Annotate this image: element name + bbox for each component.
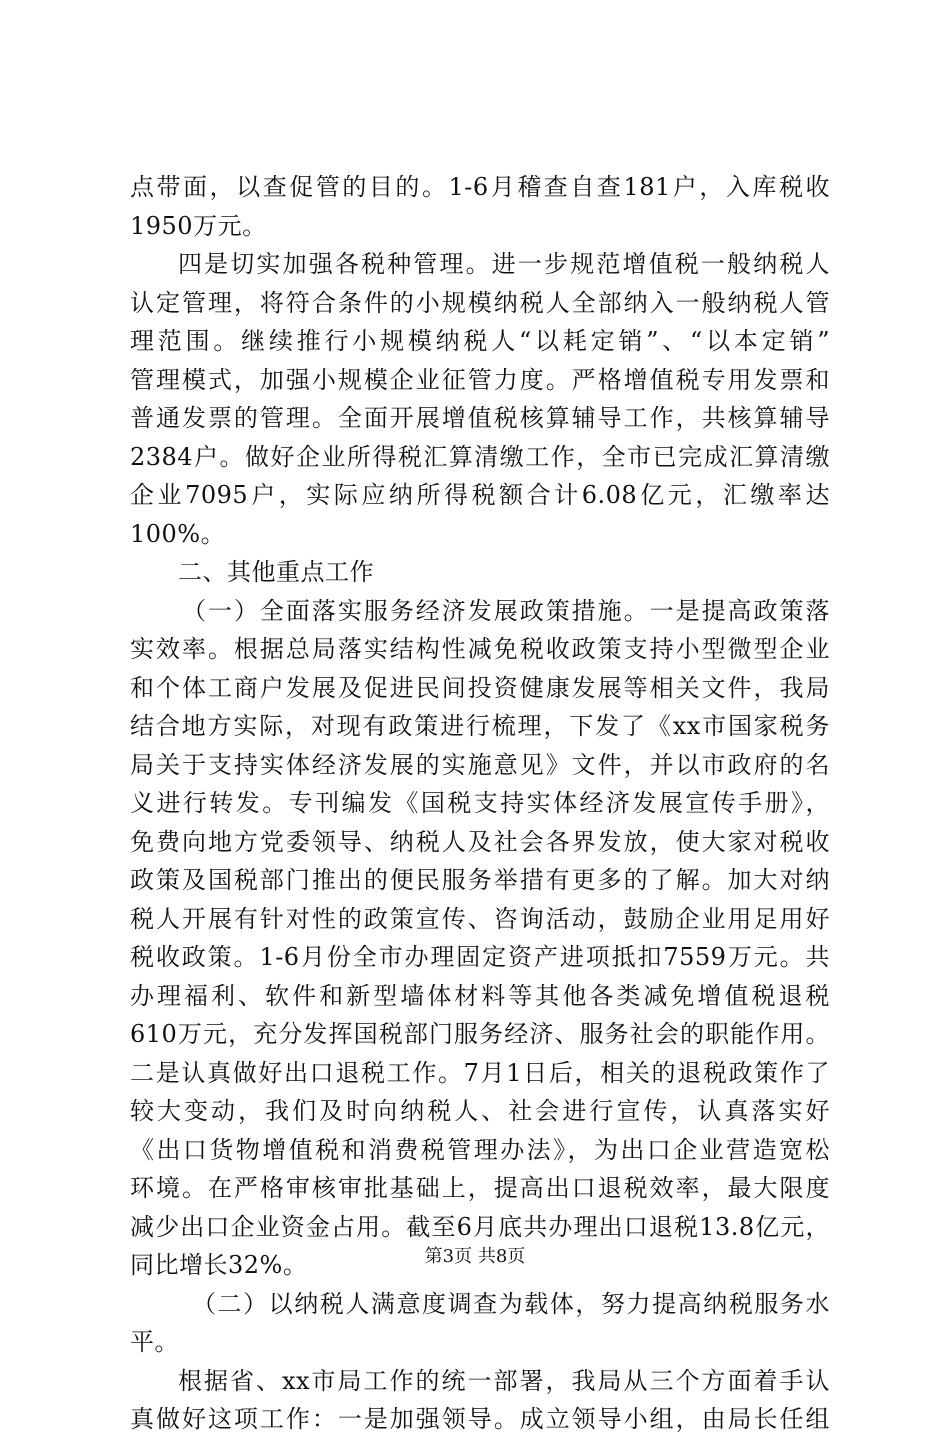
- paragraph-start-line: （二）以纳税人满意度调查为载体，努力提高纳税服务水: [192, 1289, 830, 1318]
- text-line: 1950万元。: [130, 211, 267, 240]
- text-line: 平。: [130, 1328, 179, 1356]
- text-line: 义进行转发。专刊编发《国税支持实体经济发展宣传手册》，: [130, 789, 830, 817]
- text-line: 税人开展有针对性的政策宣传、咨询活动，鼓励企业用足用好: [130, 904, 830, 933]
- text-line: 免费向地方党委领导、纳税人及社会各界发放，使大家对税收: [130, 827, 830, 856]
- text-line: 2384户。做好企业所得税汇算清缴工作，全市已完成汇算清缴: [130, 442, 830, 471]
- page-number-footer: 第3页 共8页: [424, 1246, 526, 1267]
- text-line: 政策及国税部门推出的便民服务举措有更多的了解。加大对纳: [130, 866, 830, 894]
- text-line: 认定管理，将符合条件的小规模纳税人全部纳入一般纳税人管: [130, 288, 830, 317]
- text-line: 管理模式，加强小规模企业征管力度。严格增值税专用发票和: [130, 365, 830, 394]
- text-line: 《出口货物增值税和消费税管理办法》，为出口企业营造宽松: [130, 1135, 830, 1164]
- text-line: 企业7095户，实际应纳所得税额合计6.08亿元，汇缴率达: [130, 481, 830, 509]
- text-line: 环境。在严格审核审批基础上，提高出口退税效率，最大限度: [130, 1174, 830, 1202]
- text-line: 办理福利、软件和新型墙体材料等其他各类减免增值税退税: [130, 981, 830, 1010]
- text-line: 较大变动，我们及时向纳税人、社会进行宣传，认真落实好: [130, 1097, 830, 1125]
- paragraph-start-line: 四是切实加强各税种管理。进一步规范增值税一般纳税人: [178, 250, 830, 278]
- text-line: 局关于支持实体经济发展的实施意见》文件，并以市政府的名: [130, 750, 830, 779]
- section-heading: 二、其他重点工作: [178, 558, 374, 586]
- text-line: 100%。: [130, 519, 226, 548]
- text-line: 真做好这项工作：一是加强领导。成立领导小组，由局长任组: [130, 1405, 830, 1433]
- text-line: 二是认真做好出口退税工作。7月1日后，相关的退税政策作了: [130, 1058, 830, 1087]
- paragraph-start-line: 根据省、xx市局工作的统一部署，我局从三个方面着手认: [178, 1366, 830, 1395]
- text-line: 减少出口企业资金占用。截至6月底共办理出口退税13.8亿元，: [130, 1212, 830, 1241]
- text-line: 同比增长32%。: [130, 1251, 308, 1279]
- text-line: 税收政策。1-6月份全市办理固定资产进项抵扣7559万元。共: [130, 943, 830, 971]
- paragraph-start-line: （一）全面落实服务经济发展政策措施。一是提高政策落: [182, 596, 830, 625]
- text-line: 点带面，以查促管的目的。1-6月稽查自查181户，入库税收: [130, 173, 830, 201]
- text-line: 理范围。继续推行小规模纳税人“以耗定销”、“以本定销”: [130, 327, 830, 355]
- text-line: 结合地方实际，对现有政策进行梳理，下发了《xx市国家税务: [130, 712, 830, 740]
- text-line: 610万元，充分发挥国税部门服务经济、服务社会的职能作用。: [130, 1020, 830, 1048]
- text-line: 普通发票的管理。全面开展增值税核算辅导工作，共核算辅导: [130, 404, 830, 432]
- text-line: 实效率。根据总局落实结构性减免税收政策支持小型微型企业: [130, 635, 830, 663]
- text-line: 和个体工商户发展及促进民间投资健康发展等相关文件，我局: [130, 673, 830, 702]
